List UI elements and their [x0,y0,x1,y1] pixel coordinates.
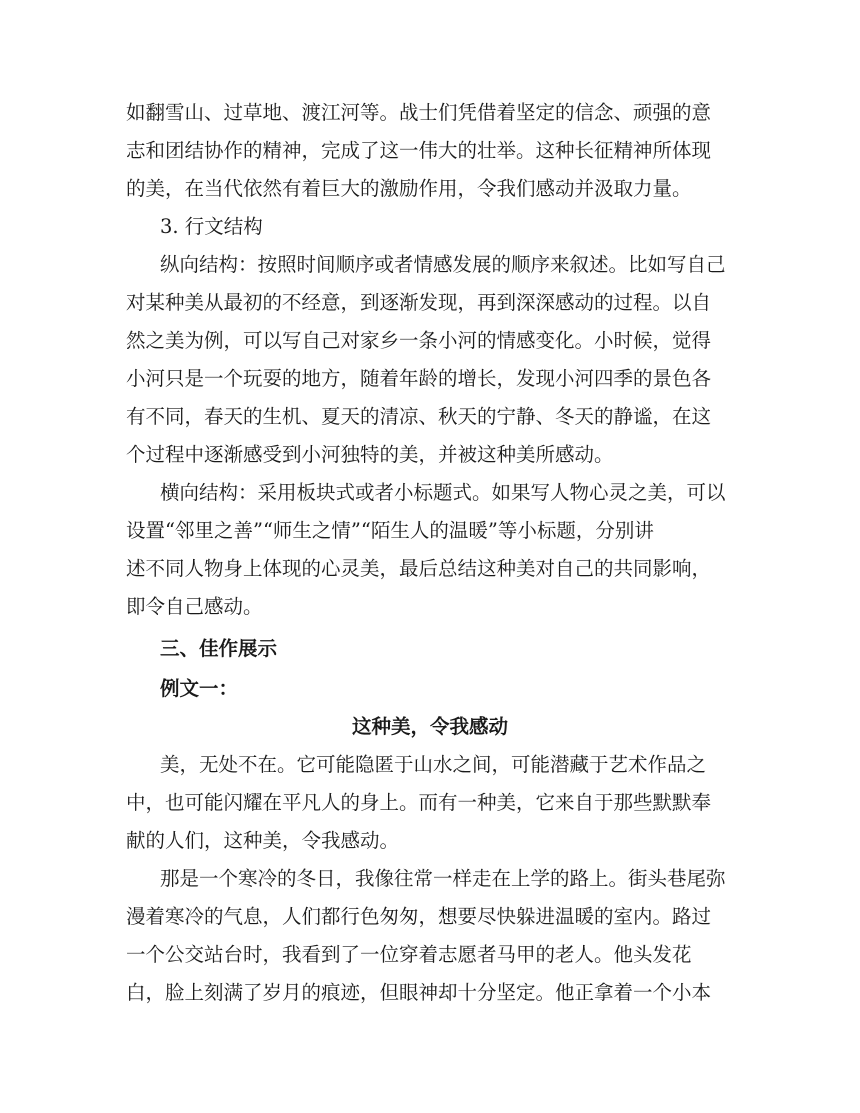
paragraph-line: 一个公交站台时，我看到了一位穿着志愿者马甲的老人。他头发花 [126,943,692,966]
example-label: 例文一： [160,677,239,700]
paragraph-line: 小河只是一个玩耍的地方，随着年龄的增长，发现小河四季的景色各 [126,367,712,390]
paragraph-line: 有不同，春天的生机、夏天的清凉、秋天的宁静、冬天的静谧，在这 [126,405,712,428]
essay-title: 这种美，令我感动 [351,715,508,738]
paragraph-line: 那是一个寒冷的冬日，我像往常一样走在上学的路上。街头巷尾弥 [160,867,726,890]
paragraph-line: 横向结构：采用板块式或者小标题式。如果写人物心灵之美，可以 [160,481,726,504]
paragraph-line: 的美，在当代依然有着巨大的激励作用，令我们感动并汲取力量。 [126,177,692,200]
paragraph-line: 设置“邻里之善”“师生之情”“陌生人的温暖”等小标题，分别讲 [126,519,654,542]
paragraph-line: 献的人们，这种美，令我感动。 [126,829,400,852]
paragraph-line: 白，脸上刻满了岁月的痕迹，但眼神却十分坚定。他正拿着一个小本 [126,981,712,1004]
paragraph-line: 然之美为例，可以写自己对家乡一条小河的情感变化。小时候，觉得 [126,329,712,352]
paragraph-line: 即令自己感动。 [126,595,263,618]
section-heading: 3. 行文结构 [160,215,263,238]
paragraph-line: 漫着寒冷的气息，人们都行色匆匆，想要尽快躲进温暖的室内。路过 [126,905,712,928]
paragraph-line: 美，无处不在。它可能隐匿于山水之间，可能潜藏于艺术作品之 [160,753,707,776]
paragraph-line: 志和团结协作的精神，完成了这一伟大的壮举。这种长征精神所体现 [126,139,712,162]
paragraph-line: 中，也可能闪耀在平凡人的身上。而有一种美，它来自于那些默默奉 [126,791,712,814]
paragraph-line: 述不同人物身上体现的心灵美，最后总结这种美对自己的共同影响， [126,557,712,580]
paragraph-line: 纵向结构：按照时间顺序或者情感发展的顺序来叙述。比如写自己 [160,253,726,276]
paragraph-line: 如翻雪山、过草地、渡江河等。战士们凭借着坚定的信念、顽强的意 [126,101,712,124]
paragraph-line: 对某种美从最初的不经意，到逐渐发现，再到深深感动的过程。以自 [126,291,712,314]
section-heading: 三、佳作展示 [160,637,278,660]
paragraph-line: 个过程中逐渐感受到小河独特的美，并被这种美所感动。 [126,443,614,466]
